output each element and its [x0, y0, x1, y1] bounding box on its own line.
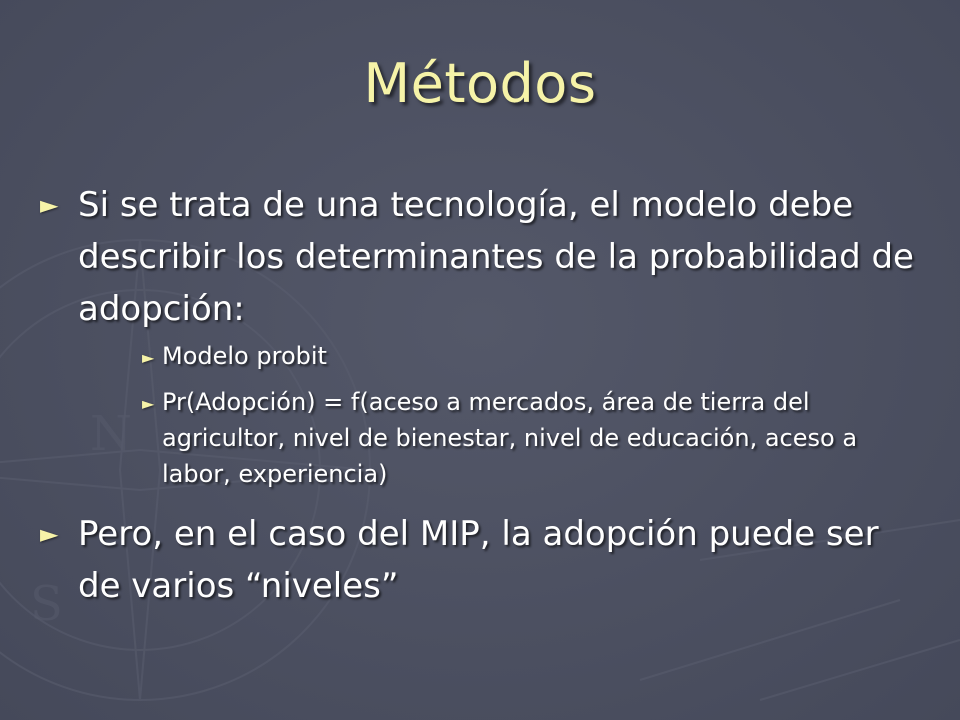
svg-text:N: N	[90, 406, 132, 462]
sub-bullet-item	[142, 384, 902, 492]
sub-bullet-item	[142, 338, 902, 374]
bullet-text: Pero, en el caso del MIP, la adopción puede ser de varios “niveles”	[78, 514, 879, 606]
sub-bullet-text: Modelo probit	[162, 342, 327, 370]
sub-bullet-text: Pr(Adopción) = f(aceso a mercados, área de tierra del agricultor, nivel de bienestar, nivel de educación, aceso a labor, experiencia)	[162, 388, 858, 488]
bullet-text: Si se trata de una tecnología, el modelo debe describir los determinantes de la probabilidad de adopción:	[78, 185, 914, 329]
bullet-item	[40, 508, 930, 612]
bullet-arrow-icon: ►	[40, 520, 59, 548]
bullet-arrow-icon: ►	[40, 191, 59, 219]
svg-text:S: S	[30, 576, 63, 632]
sub-bullet-arrow-icon: ►	[142, 348, 155, 367]
bullet-item	[40, 179, 920, 335]
sub-bullet-arrow-icon: ►	[142, 394, 155, 413]
slide-title: Métodos	[363, 52, 597, 115]
